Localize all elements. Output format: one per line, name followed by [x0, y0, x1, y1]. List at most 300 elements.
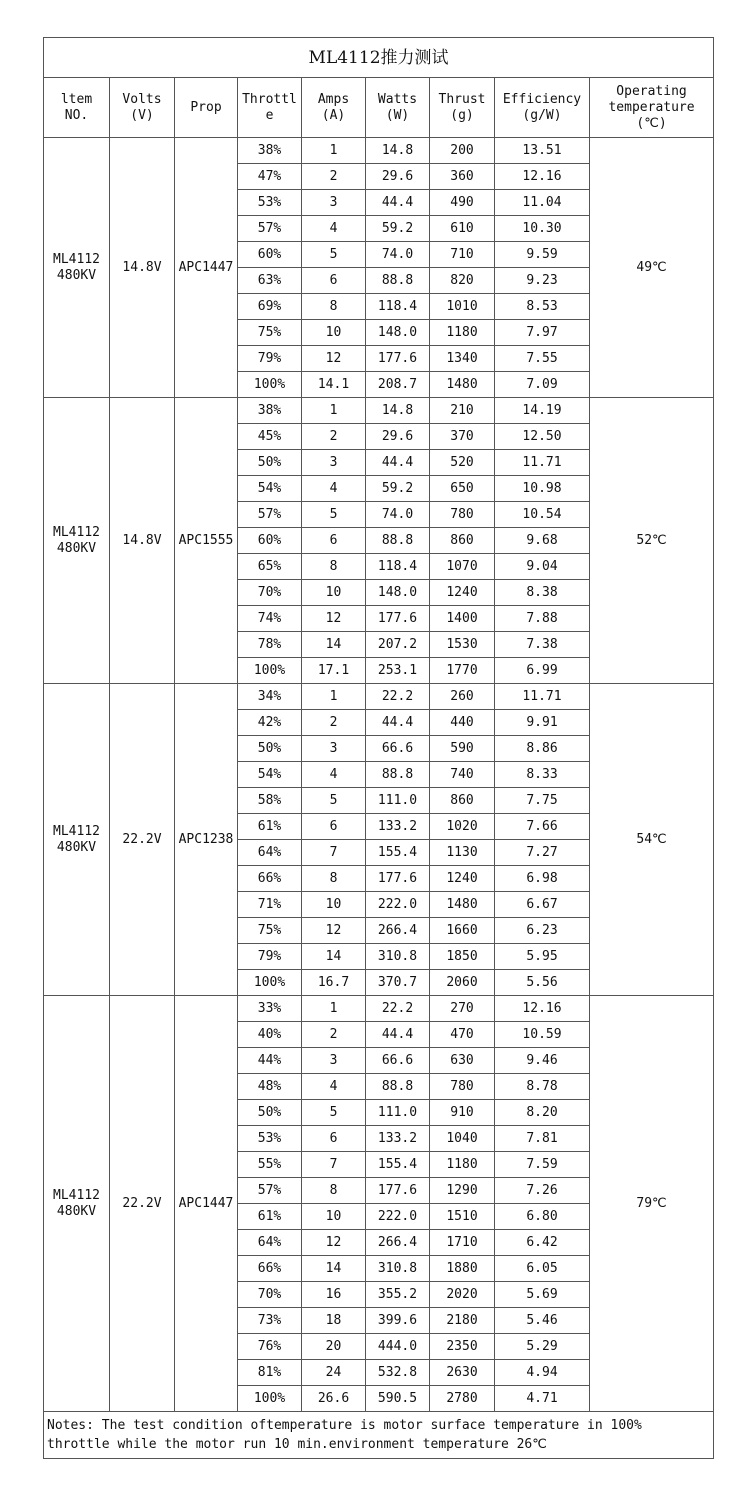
watts-cell: 155.4 [366, 1152, 430, 1178]
header-watts-line: Watts [377, 91, 418, 107]
throttle-cell: 79% [238, 346, 302, 372]
efficiency-cell: 5.56 [495, 970, 590, 996]
watts-cell: 177.6 [366, 606, 430, 632]
throttle-cell: 63% [238, 268, 302, 294]
item-line: 480KV [56, 1203, 97, 1219]
efficiency-cell: 7.75 [495, 788, 590, 814]
efficiency-cell: 7.26 [495, 1178, 590, 1204]
efficiency-cell: 7.66 [495, 814, 590, 840]
efficiency-cell: 7.88 [495, 606, 590, 632]
watts-cell: 66.6 [366, 1048, 430, 1074]
efficiency-cell: 10.59 [495, 1022, 590, 1048]
amps-cell: 12 [302, 606, 366, 632]
thrust-cell: 370 [430, 424, 495, 450]
efficiency-cell: 6.99 [495, 658, 590, 684]
efficiency-cell: 7.55 [495, 346, 590, 372]
efficiency-cell: 9.68 [495, 528, 590, 554]
temperature-cell: 79℃ [590, 996, 714, 1412]
item-line: ML4112 [53, 524, 100, 540]
watts-cell: 310.8 [366, 1256, 430, 1282]
item-line: ML4112 [53, 823, 100, 839]
throttle-cell: 75% [238, 918, 302, 944]
throttle-cell: 70% [238, 580, 302, 606]
throttle-cell: 61% [238, 814, 302, 840]
efficiency-cell: 11.71 [495, 684, 590, 710]
watts-cell: 590.5 [366, 1386, 430, 1412]
notes-line-1: Notes: The test condition oftemperature is motor surface temperature in 100% [47, 1418, 642, 1433]
watts-cell: 44.4 [366, 450, 430, 476]
amps-cell: 8 [302, 1178, 366, 1204]
throttle-cell: 60% [238, 242, 302, 268]
header-efficiency-line: (g/W) [522, 107, 562, 123]
efficiency-cell: 12.16 [495, 996, 590, 1022]
efficiency-cell: 6.23 [495, 918, 590, 944]
thrust-cell: 1880 [430, 1256, 495, 1282]
header-thrust-line: (g) [450, 107, 474, 123]
throttle-cell: 76% [238, 1334, 302, 1360]
efficiency-cell: 8.53 [495, 294, 590, 320]
efficiency-cell: 12.16 [495, 164, 590, 190]
efficiency-cell: 10.98 [495, 476, 590, 502]
header-throttle-line: e [265, 107, 274, 123]
amps-cell: 10 [302, 892, 366, 918]
watts-cell: 370.7 [366, 970, 430, 996]
throttle-cell: 48% [238, 1074, 302, 1100]
throttle-cell: 79% [238, 944, 302, 970]
amps-cell: 5 [302, 788, 366, 814]
throttle-cell: 100% [238, 372, 302, 398]
amps-cell: 2 [302, 710, 366, 736]
amps-cell: 3 [302, 1048, 366, 1074]
thrust-cell: 2780 [430, 1386, 495, 1412]
amps-cell: 5 [302, 1100, 366, 1126]
thrust-cell: 1180 [430, 320, 495, 346]
efficiency-cell: 8.38 [495, 580, 590, 606]
throttle-cell: 100% [238, 658, 302, 684]
watts-cell: 118.4 [366, 294, 430, 320]
amps-cell: 18 [302, 1308, 366, 1334]
throttle-cell: 66% [238, 866, 302, 892]
efficiency-cell: 4.94 [495, 1360, 590, 1386]
thrust-cell: 650 [430, 476, 495, 502]
thrust-cell: 470 [430, 1022, 495, 1048]
watts-cell: 29.6 [366, 424, 430, 450]
amps-cell: 2 [302, 1022, 366, 1048]
throttle-cell: 100% [238, 970, 302, 996]
thrust-cell: 1240 [430, 866, 495, 892]
watts-cell: 148.0 [366, 320, 430, 346]
efficiency-cell: 7.27 [495, 840, 590, 866]
efficiency-cell: 6.05 [495, 1256, 590, 1282]
throttle-cell: 50% [238, 1100, 302, 1126]
efficiency-cell: 6.80 [495, 1204, 590, 1230]
thrust-cell: 1480 [430, 372, 495, 398]
watts-cell: 111.0 [366, 788, 430, 814]
header-operating-temperature-line: (℃) [636, 115, 667, 131]
amps-cell: 7 [302, 840, 366, 866]
throttle-cell: 34% [238, 684, 302, 710]
watts-cell: 14.8 [366, 138, 430, 164]
amps-cell: 2 [302, 424, 366, 450]
efficiency-cell: 9.23 [495, 268, 590, 294]
watts-cell: 22.2 [366, 684, 430, 710]
table-body [44, 138, 714, 1412]
thrust-cell: 1850 [430, 944, 495, 970]
throttle-cell: 60% [238, 528, 302, 554]
thrust-cell: 270 [430, 996, 495, 1022]
table-row [44, 138, 714, 164]
thrust-cell: 210 [430, 398, 495, 424]
throttle-cell: 55% [238, 1152, 302, 1178]
thrust-cell: 1510 [430, 1204, 495, 1230]
efficiency-cell: 11.04 [495, 190, 590, 216]
thrust-cell: 1180 [430, 1152, 495, 1178]
header-amps-line: (A) [321, 107, 346, 123]
item-line: 480KV [56, 267, 97, 283]
amps-cell: 4 [302, 1074, 366, 1100]
amps-cell: 6 [302, 268, 366, 294]
thrust-cell: 1400 [430, 606, 495, 632]
efficiency-cell: 9.59 [495, 242, 590, 268]
watts-cell: 66.6 [366, 736, 430, 762]
efficiency-cell: 9.04 [495, 554, 590, 580]
watts-cell: 253.1 [366, 658, 430, 684]
watts-cell: 207.2 [366, 632, 430, 658]
efficiency-cell: 5.69 [495, 1282, 590, 1308]
thrust-cell: 740 [430, 762, 495, 788]
thrust-cell: 2630 [430, 1360, 495, 1386]
throttle-cell: 81% [238, 1360, 302, 1386]
thrust-cell: 200 [430, 138, 495, 164]
throttle-cell: 50% [238, 450, 302, 476]
temperature-cell: 54℃ [590, 684, 714, 996]
watts-cell: 22.2 [366, 996, 430, 1022]
watts-cell: 532.8 [366, 1360, 430, 1386]
efficiency-cell: 8.86 [495, 736, 590, 762]
prop-cell: APC1555 [175, 398, 238, 684]
throttle-cell: 44% [238, 1048, 302, 1074]
table-row [44, 684, 714, 710]
amps-cell: 17.1 [302, 658, 366, 684]
amps-cell: 8 [302, 554, 366, 580]
efficiency-cell: 8.33 [495, 762, 590, 788]
header-throttle-line: Throttl [242, 91, 297, 107]
watts-cell: 44.4 [366, 1022, 430, 1048]
amps-cell: 16 [302, 1282, 366, 1308]
amps-cell: 3 [302, 450, 366, 476]
prop-cell: APC1447 [175, 996, 238, 1412]
header-volts-line: Volts [122, 91, 162, 107]
efficiency-cell: 9.91 [495, 710, 590, 736]
throttle-cell: 40% [238, 1022, 302, 1048]
temperature-cell: 52℃ [590, 398, 714, 684]
watts-cell: 29.6 [366, 164, 430, 190]
thrust-cell: 2350 [430, 1334, 495, 1360]
efficiency-cell: 10.30 [495, 216, 590, 242]
amps-cell: 14 [302, 1256, 366, 1282]
thrust-cell: 1340 [430, 346, 495, 372]
efficiency-cell: 6.42 [495, 1230, 590, 1256]
thrust-cell: 1130 [430, 840, 495, 866]
thrust-cell: 910 [430, 1100, 495, 1126]
watts-cell: 111.0 [366, 1100, 430, 1126]
notes [44, 1412, 714, 1459]
amps-cell: 3 [302, 190, 366, 216]
amps-cell: 12 [302, 1230, 366, 1256]
efficiency-cell: 6.98 [495, 866, 590, 892]
throttle-cell: 47% [238, 164, 302, 190]
thrust-cell: 1530 [430, 632, 495, 658]
amps-cell: 4 [302, 476, 366, 502]
header-operating-temperature-line: Operating [616, 83, 687, 99]
amps-cell: 10 [302, 1204, 366, 1230]
watts-cell: 266.4 [366, 918, 430, 944]
thrust-cell: 860 [430, 528, 495, 554]
thrust-cell: 1290 [430, 1178, 495, 1204]
table-row [44, 398, 714, 424]
thrust-cell: 780 [430, 1074, 495, 1100]
watts-cell: 88.8 [366, 528, 430, 554]
throttle-cell: 69% [238, 294, 302, 320]
header-watts [366, 78, 430, 138]
watts-cell: 88.8 [366, 268, 430, 294]
watts-cell: 222.0 [366, 892, 430, 918]
header-operating-temperature-line: temperature [608, 99, 695, 115]
watts-cell: 88.8 [366, 1074, 430, 1100]
thrust-cell: 2060 [430, 970, 495, 996]
watts-cell: 310.8 [366, 944, 430, 970]
prop-cell: APC1238 [175, 684, 238, 996]
throttle-cell: 75% [238, 320, 302, 346]
watts-cell: 44.4 [366, 190, 430, 216]
throttle-cell: 71% [238, 892, 302, 918]
throttle-cell: 42% [238, 710, 302, 736]
watts-cell: 266.4 [366, 1230, 430, 1256]
volts-cell: 22.2V [110, 996, 175, 1412]
efficiency-cell: 12.50 [495, 424, 590, 450]
amps-cell: 1 [302, 138, 366, 164]
watts-cell: 74.0 [366, 502, 430, 528]
amps-cell: 5 [302, 502, 366, 528]
throttle-cell: 33% [238, 996, 302, 1022]
throttle-cell: 54% [238, 762, 302, 788]
temperature-cell: 49℃ [590, 138, 714, 398]
item-line: ML4112 [53, 1187, 100, 1203]
amps-cell: 1 [302, 398, 366, 424]
throttle-cell: 53% [238, 1126, 302, 1152]
watts-cell: 148.0 [366, 580, 430, 606]
thrust-cell: 520 [430, 450, 495, 476]
amps-cell: 6 [302, 1126, 366, 1152]
item-cell [44, 398, 110, 684]
efficiency-cell: 5.46 [495, 1308, 590, 1334]
thrust-cell: 1040 [430, 1126, 495, 1152]
thrust-cell: 2020 [430, 1282, 495, 1308]
thrust-cell: 1770 [430, 658, 495, 684]
amps-cell: 8 [302, 866, 366, 892]
throttle-cell: 57% [238, 502, 302, 528]
amps-cell: 14 [302, 944, 366, 970]
efficiency-cell: 7.38 [495, 632, 590, 658]
throttle-cell: 38% [238, 398, 302, 424]
amps-cell: 12 [302, 918, 366, 944]
header-volts-line: (V) [130, 107, 154, 123]
amps-cell: 16.7 [302, 970, 366, 996]
watts-cell: 118.4 [366, 554, 430, 580]
thrust-cell: 610 [430, 216, 495, 242]
table-title: ML4112推力测试 [44, 38, 714, 78]
item-line: ML4112 [53, 251, 100, 267]
watts-cell: 222.0 [366, 1204, 430, 1230]
header-efficiency [495, 78, 590, 138]
throttle-cell: 78% [238, 632, 302, 658]
thrust-cell: 360 [430, 164, 495, 190]
throttle-cell: 70% [238, 1282, 302, 1308]
amps-cell: 7 [302, 1152, 366, 1178]
header-thrust [430, 78, 495, 138]
watts-cell: 177.6 [366, 866, 430, 892]
amps-cell: 3 [302, 736, 366, 762]
thrust-cell: 590 [430, 736, 495, 762]
thrust-cell: 860 [430, 788, 495, 814]
throttle-cell: 66% [238, 1256, 302, 1282]
efficiency-cell: 8.20 [495, 1100, 590, 1126]
throttle-cell: 65% [238, 554, 302, 580]
amps-cell: 10 [302, 320, 366, 346]
watts-cell: 177.6 [366, 1178, 430, 1204]
volts-cell: 14.8V [110, 398, 175, 684]
notes-line-2: throttle while the motor run 10 min.environment temperature 26℃ [47, 1437, 547, 1452]
watts-cell: 399.6 [366, 1308, 430, 1334]
watts-cell: 177.6 [366, 346, 430, 372]
amps-cell: 10 [302, 580, 366, 606]
watts-cell: 208.7 [366, 372, 430, 398]
amps-cell: 2 [302, 164, 366, 190]
header-item-no-line: ltem [60, 91, 93, 107]
watts-cell: 59.2 [366, 216, 430, 242]
amps-cell: 8 [302, 294, 366, 320]
efficiency-cell: 9.46 [495, 1048, 590, 1074]
item-cell [44, 138, 110, 398]
header-item-no-line: NO. [64, 107, 89, 123]
header-amps-line: Amps [317, 91, 350, 107]
amps-cell: 26.6 [302, 1386, 366, 1412]
amps-cell: 12 [302, 346, 366, 372]
header-operating-temperature [590, 78, 714, 138]
watts-cell: 133.2 [366, 814, 430, 840]
thrust-cell: 1480 [430, 892, 495, 918]
throttle-cell: 57% [238, 216, 302, 242]
throttle-cell: 54% [238, 476, 302, 502]
throttle-cell: 64% [238, 1230, 302, 1256]
efficiency-cell: 11.71 [495, 450, 590, 476]
thrust-cell: 1240 [430, 580, 495, 606]
thrust-cell: 630 [430, 1048, 495, 1074]
header-prop-line: Prop [190, 99, 222, 115]
throttle-cell: 50% [238, 736, 302, 762]
amps-cell: 14.1 [302, 372, 366, 398]
header-thrust-line: Thrust [438, 91, 486, 107]
throttle-cell: 38% [238, 138, 302, 164]
header-watts-line: (W) [385, 107, 410, 123]
volts-cell: 22.2V [110, 684, 175, 996]
efficiency-cell: 6.67 [495, 892, 590, 918]
prop-cell: APC1447 [175, 138, 238, 398]
efficiency-cell: 4.71 [495, 1386, 590, 1412]
amps-cell: 6 [302, 814, 366, 840]
efficiency-cell: 7.81 [495, 1126, 590, 1152]
watts-cell: 444.0 [366, 1334, 430, 1360]
efficiency-cell: 13.51 [495, 138, 590, 164]
amps-cell: 1 [302, 996, 366, 1022]
amps-cell: 20 [302, 1334, 366, 1360]
amps-cell: 1 [302, 684, 366, 710]
efficiency-cell: 5.29 [495, 1334, 590, 1360]
thrust-cell: 780 [430, 502, 495, 528]
header-efficiency-line: Efficiency [502, 91, 582, 107]
amps-cell: 14 [302, 632, 366, 658]
throttle-cell: 74% [238, 606, 302, 632]
throttle-cell: 61% [238, 1204, 302, 1230]
amps-cell: 4 [302, 762, 366, 788]
thrust-cell: 1660 [430, 918, 495, 944]
amps-cell: 24 [302, 1360, 366, 1386]
efficiency-cell: 7.09 [495, 372, 590, 398]
watts-cell: 88.8 [366, 762, 430, 788]
thrust-cell: 260 [430, 684, 495, 710]
header-volts [110, 78, 175, 138]
volts-cell: 14.8V [110, 138, 175, 398]
item-cell [44, 684, 110, 996]
watts-cell: 14.8 [366, 398, 430, 424]
header-item-no [44, 78, 110, 138]
amps-cell: 6 [302, 528, 366, 554]
table-row [44, 996, 714, 1022]
watts-cell: 44.4 [366, 710, 430, 736]
throttle-cell: 64% [238, 840, 302, 866]
thrust-cell: 1710 [430, 1230, 495, 1256]
throttle-cell: 100% [238, 1386, 302, 1412]
header-prop [175, 78, 238, 138]
throttle-cell: 57% [238, 1178, 302, 1204]
amps-cell: 5 [302, 242, 366, 268]
header-amps [302, 78, 366, 138]
watts-cell: 59.2 [366, 476, 430, 502]
efficiency-cell: 7.97 [495, 320, 590, 346]
item-cell [44, 996, 110, 1412]
thrust-cell: 490 [430, 190, 495, 216]
efficiency-cell: 14.19 [495, 398, 590, 424]
header-throttle [238, 78, 302, 138]
item-line: 480KV [56, 839, 97, 855]
efficiency-cell: 8.78 [495, 1074, 590, 1100]
watts-cell: 155.4 [366, 840, 430, 866]
watts-cell: 355.2 [366, 1282, 430, 1308]
throttle-cell: 58% [238, 788, 302, 814]
thrust-test-table [43, 37, 714, 1459]
thrust-cell: 440 [430, 710, 495, 736]
amps-cell: 4 [302, 216, 366, 242]
thrust-cell: 2180 [430, 1308, 495, 1334]
thrust-cell: 1070 [430, 554, 495, 580]
header-row [44, 78, 714, 138]
throttle-cell: 73% [238, 1308, 302, 1334]
item-line: 480KV [56, 540, 97, 556]
thrust-cell: 820 [430, 268, 495, 294]
thrust-cell: 1010 [430, 294, 495, 320]
thrust-cell: 710 [430, 242, 495, 268]
watts-cell: 74.0 [366, 242, 430, 268]
